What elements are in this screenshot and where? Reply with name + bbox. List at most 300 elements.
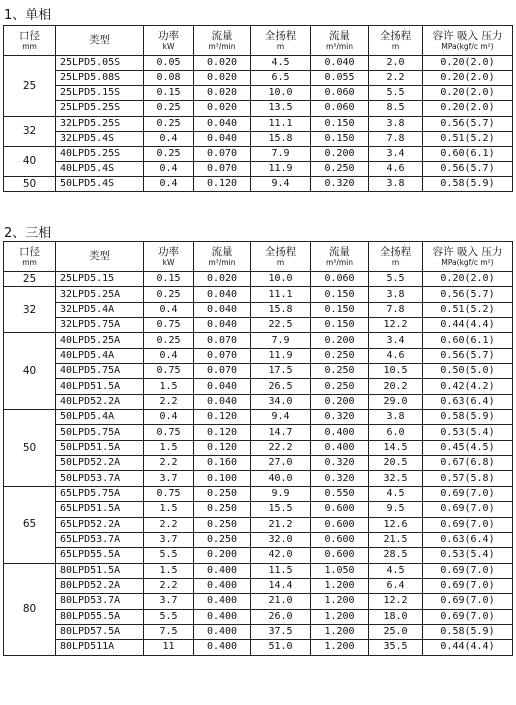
cell-model: 32LPD5.75A bbox=[56, 318, 144, 333]
header-unit: m bbox=[276, 42, 285, 51]
cell-flow2: 1.200 bbox=[311, 640, 369, 655]
cell-power: 5.5 bbox=[144, 548, 194, 563]
cell-flow2: 0.320 bbox=[311, 410, 369, 425]
cell-head: 14.7 bbox=[251, 425, 311, 440]
cell-flow: 0.070 bbox=[194, 364, 251, 379]
cell-head2: 3.8 bbox=[369, 177, 423, 192]
cell-suction-pressure: 0.20(2.0) bbox=[423, 101, 513, 116]
table-row bbox=[4, 532, 513, 547]
cell-flow2: 0.040 bbox=[311, 56, 369, 71]
cell-model: 40LPD51.5A bbox=[56, 379, 144, 394]
cell-head: 6.5 bbox=[251, 71, 311, 86]
header-row bbox=[4, 242, 513, 272]
cell-head: 22.5 bbox=[251, 318, 311, 333]
cell-flow2: 0.200 bbox=[311, 394, 369, 409]
cell-flow: 0.400 bbox=[194, 640, 251, 655]
table-row bbox=[4, 302, 513, 317]
cell-head: 9.4 bbox=[251, 177, 311, 192]
cell-model: 65LPD52.2A bbox=[56, 517, 144, 532]
cell-model: 25LPD5.05S bbox=[56, 56, 144, 71]
cell-power: 0.05 bbox=[144, 56, 194, 71]
cell-flow2: 0.320 bbox=[311, 471, 369, 486]
header-label: 功率 bbox=[158, 29, 179, 42]
header-flow bbox=[194, 242, 251, 272]
cell-power: 0.4 bbox=[144, 348, 194, 363]
table-row bbox=[4, 272, 513, 287]
cell-model: 32LPD5.25S bbox=[56, 116, 144, 131]
cell-head2: 2.0 bbox=[369, 56, 423, 71]
table-row bbox=[4, 379, 513, 394]
cell-head2: 3.4 bbox=[369, 146, 423, 161]
cell-diameter: 80 bbox=[4, 563, 56, 655]
table-row bbox=[4, 146, 513, 161]
cell-head: 7.9 bbox=[251, 333, 311, 348]
header-unit: m bbox=[391, 42, 400, 51]
header-label: 全扬程 bbox=[264, 245, 297, 258]
cell-model: 50LPD5.4S bbox=[56, 177, 144, 192]
cell-flow: 0.020 bbox=[194, 56, 251, 71]
cell-flow: 0.400 bbox=[194, 594, 251, 609]
cell-head2: 32.5 bbox=[369, 471, 423, 486]
cell-flow: 0.250 bbox=[194, 486, 251, 501]
cell-flow2: 0.150 bbox=[311, 116, 369, 131]
cell-head: 21.2 bbox=[251, 517, 311, 532]
cell-head: 11.1 bbox=[251, 287, 311, 302]
cell-head2: 4.6 bbox=[369, 348, 423, 363]
cell-power: 0.25 bbox=[144, 146, 194, 161]
cell-flow: 0.200 bbox=[194, 548, 251, 563]
cell-head2: 3.8 bbox=[369, 410, 423, 425]
cell-flow: 0.020 bbox=[194, 272, 251, 287]
cell-head2: 18.0 bbox=[369, 609, 423, 624]
cell-suction-pressure: 0.69(7.0) bbox=[423, 594, 513, 609]
cell-diameter: 40 bbox=[4, 333, 56, 410]
cell-suction-pressure: 0.44(4.4) bbox=[423, 640, 513, 655]
cell-head2: 8.5 bbox=[369, 101, 423, 116]
cell-power: 0.4 bbox=[144, 131, 194, 146]
cell-power: 0.25 bbox=[144, 287, 194, 302]
cell-head: 9.4 bbox=[251, 410, 311, 425]
table-row bbox=[4, 101, 513, 116]
cell-diameter: 40 bbox=[4, 146, 56, 176]
cell-head2: 6.0 bbox=[369, 425, 423, 440]
table-row bbox=[4, 548, 513, 563]
header-flow bbox=[194, 26, 251, 56]
table-row bbox=[4, 364, 513, 379]
cell-power: 11 bbox=[144, 640, 194, 655]
cell-power: 3.7 bbox=[144, 532, 194, 547]
cell-suction-pressure: 0.63(6.4) bbox=[423, 532, 513, 547]
cell-head2: 12.2 bbox=[369, 594, 423, 609]
table-row bbox=[4, 161, 513, 176]
cell-head2: 28.5 bbox=[369, 548, 423, 563]
cell-head: 14.4 bbox=[251, 578, 311, 593]
cell-flow2: 0.200 bbox=[311, 333, 369, 348]
table-row bbox=[4, 56, 513, 71]
cell-head: 9.9 bbox=[251, 486, 311, 501]
header-unit: m³/min bbox=[208, 42, 236, 51]
cell-head2: 5.5 bbox=[369, 86, 423, 101]
cell-head2: 4.5 bbox=[369, 486, 423, 501]
cell-head2: 29.0 bbox=[369, 394, 423, 409]
table-row bbox=[4, 86, 513, 101]
header-power bbox=[144, 242, 194, 272]
header-head2 bbox=[369, 242, 423, 272]
cell-model: 32LPD5.25A bbox=[56, 287, 144, 302]
header-power bbox=[144, 26, 194, 56]
cell-suction-pressure: 0.56(5.7) bbox=[423, 287, 513, 302]
cell-flow: 0.040 bbox=[194, 394, 251, 409]
cell-head: 4.5 bbox=[251, 56, 311, 71]
cell-model: 65LPD55.5A bbox=[56, 548, 144, 563]
cell-head: 11.1 bbox=[251, 116, 311, 131]
cell-suction-pressure: 0.20(2.0) bbox=[423, 56, 513, 71]
cell-head2: 9.5 bbox=[369, 502, 423, 517]
cell-head2: 21.5 bbox=[369, 532, 423, 547]
cell-flow2: 0.150 bbox=[311, 287, 369, 302]
cell-flow: 0.040 bbox=[194, 116, 251, 131]
table-row bbox=[4, 333, 513, 348]
cell-power: 0.25 bbox=[144, 101, 194, 116]
cell-diameter: 65 bbox=[4, 486, 56, 563]
cell-flow2: 1.200 bbox=[311, 609, 369, 624]
cell-suction-pressure: 0.45(4.5) bbox=[423, 440, 513, 455]
cell-suction-pressure: 0.51(5.2) bbox=[423, 302, 513, 317]
header-label: 类型 bbox=[89, 250, 110, 263]
cell-model: 25LPD5.15 bbox=[56, 272, 144, 287]
cell-model: 32LPD5.4S bbox=[56, 131, 144, 146]
cell-power: 0.4 bbox=[144, 410, 194, 425]
cell-model: 40LPD52.2A bbox=[56, 394, 144, 409]
cell-suction-pressure: 0.58(5.9) bbox=[423, 177, 513, 192]
cell-suction-pressure: 0.58(5.9) bbox=[423, 624, 513, 639]
cell-head2: 7.8 bbox=[369, 302, 423, 317]
header-label: 流量 bbox=[211, 245, 233, 258]
cell-flow2: 1.200 bbox=[311, 594, 369, 609]
cell-head: 32.0 bbox=[251, 532, 311, 547]
header-diameter bbox=[4, 242, 56, 272]
cell-power: 1.5 bbox=[144, 502, 194, 517]
cell-flow2: 1.200 bbox=[311, 578, 369, 593]
cell-power: 1.5 bbox=[144, 440, 194, 455]
cell-flow: 0.250 bbox=[194, 502, 251, 517]
table-row bbox=[4, 71, 513, 86]
three-phase-table bbox=[3, 241, 513, 656]
cell-flow: 0.020 bbox=[194, 71, 251, 86]
header-unit: m bbox=[391, 258, 400, 267]
cell-flow: 0.020 bbox=[194, 86, 251, 101]
cell-suction-pressure: 0.44(4.4) bbox=[423, 318, 513, 333]
table-row bbox=[4, 177, 513, 192]
header-diameter bbox=[4, 26, 56, 56]
cell-suction-pressure: 0.56(5.7) bbox=[423, 161, 513, 176]
cell-head2: 3.8 bbox=[369, 116, 423, 131]
cell-head: 21.0 bbox=[251, 594, 311, 609]
cell-flow: 0.100 bbox=[194, 471, 251, 486]
cell-head2: 7.8 bbox=[369, 131, 423, 146]
cell-model: 80LPD53.7A bbox=[56, 594, 144, 609]
table-row bbox=[4, 425, 513, 440]
cell-suction-pressure: 0.69(7.0) bbox=[423, 563, 513, 578]
cell-suction-pressure: 0.69(7.0) bbox=[423, 609, 513, 624]
header-label: 容许 吸入 压力 bbox=[432, 29, 503, 42]
cell-diameter: 32 bbox=[4, 287, 56, 333]
cell-diameter: 50 bbox=[4, 410, 56, 487]
cell-flow: 0.120 bbox=[194, 425, 251, 440]
cell-head: 27.0 bbox=[251, 456, 311, 471]
header-head bbox=[251, 26, 311, 56]
cell-power: 7.5 bbox=[144, 624, 194, 639]
cell-power: 2.2 bbox=[144, 517, 194, 532]
cell-head2: 35.5 bbox=[369, 640, 423, 655]
cell-flow2: 1.200 bbox=[311, 624, 369, 639]
cell-head2: 12.6 bbox=[369, 517, 423, 532]
cell-model: 65LPD53.7A bbox=[56, 532, 144, 547]
cell-diameter: 50 bbox=[4, 177, 56, 192]
cell-head: 26.0 bbox=[251, 609, 311, 624]
cell-head2: 2.2 bbox=[369, 71, 423, 86]
header-label: 全扬程 bbox=[264, 29, 297, 42]
cell-power: 0.25 bbox=[144, 116, 194, 131]
cell-suction-pressure: 0.63(6.4) bbox=[423, 394, 513, 409]
cell-head: 37.5 bbox=[251, 624, 311, 639]
cell-model: 65LPD5.75A bbox=[56, 486, 144, 501]
table-row bbox=[4, 348, 513, 363]
cell-flow: 0.400 bbox=[194, 578, 251, 593]
cell-power: 3.7 bbox=[144, 471, 194, 486]
table-row bbox=[4, 502, 513, 517]
cell-suction-pressure: 0.69(7.0) bbox=[423, 502, 513, 517]
cell-head: 22.2 bbox=[251, 440, 311, 455]
table-row bbox=[4, 640, 513, 655]
cell-head2: 20.5 bbox=[369, 456, 423, 471]
cell-power: 0.15 bbox=[144, 86, 194, 101]
cell-model: 25LPD5.08S bbox=[56, 71, 144, 86]
table-row bbox=[4, 578, 513, 593]
cell-flow2: 0.055 bbox=[311, 71, 369, 86]
cell-flow: 0.040 bbox=[194, 131, 251, 146]
cell-flow: 0.120 bbox=[194, 440, 251, 455]
cell-model: 25LPD5.25S bbox=[56, 101, 144, 116]
cell-power: 0.75 bbox=[144, 425, 194, 440]
cell-model: 50LPD53.7A bbox=[56, 471, 144, 486]
cell-suction-pressure: 0.20(2.0) bbox=[423, 272, 513, 287]
header-unit: mm bbox=[22, 42, 37, 51]
header-flow2 bbox=[311, 26, 369, 56]
cell-suction-pressure: 0.53(5.4) bbox=[423, 425, 513, 440]
cell-suction-pressure: 0.67(6.8) bbox=[423, 456, 513, 471]
cell-head: 42.0 bbox=[251, 548, 311, 563]
cell-model: 80LPD55.5A bbox=[56, 609, 144, 624]
table-row bbox=[4, 440, 513, 455]
header-label: 口径 bbox=[19, 245, 40, 258]
cell-suction-pressure: 0.69(7.0) bbox=[423, 486, 513, 501]
cell-flow2: 0.400 bbox=[311, 440, 369, 455]
cell-diameter: 25 bbox=[4, 56, 56, 117]
cell-model: 50LPD5.4A bbox=[56, 410, 144, 425]
cell-flow2: 0.250 bbox=[311, 379, 369, 394]
cell-head2: 3.8 bbox=[369, 287, 423, 302]
cell-suction-pressure: 0.50(5.0) bbox=[423, 364, 513, 379]
cell-suction-pressure: 0.53(5.4) bbox=[423, 548, 513, 563]
cell-suction-pressure: 0.51(5.2) bbox=[423, 131, 513, 146]
cell-suction-pressure: 0.60(6.1) bbox=[423, 146, 513, 161]
cell-head: 10.0 bbox=[251, 272, 311, 287]
cell-flow2: 0.250 bbox=[311, 364, 369, 379]
cell-model: 80LPD52.2A bbox=[56, 578, 144, 593]
cell-power: 0.75 bbox=[144, 318, 194, 333]
cell-power: 1.5 bbox=[144, 379, 194, 394]
header-flow2 bbox=[311, 242, 369, 272]
cell-model: 50LPD51.5A bbox=[56, 440, 144, 455]
cell-flow: 0.160 bbox=[194, 456, 251, 471]
header-unit: kW bbox=[162, 258, 175, 267]
cell-power: 0.15 bbox=[144, 272, 194, 287]
cell-head2: 5.5 bbox=[369, 272, 423, 287]
header-model bbox=[56, 26, 144, 56]
table-row bbox=[4, 486, 513, 501]
table-row bbox=[4, 563, 513, 578]
header-label: 类型 bbox=[89, 34, 110, 47]
cell-flow: 0.400 bbox=[194, 563, 251, 578]
header-label: 流量 bbox=[329, 245, 350, 258]
header-unit: MPa(kgf/c m²) bbox=[441, 258, 494, 267]
header-label: 口径 bbox=[19, 29, 40, 42]
cell-suction-pressure: 0.56(5.7) bbox=[423, 116, 513, 131]
cell-model: 32LPD5.4A bbox=[56, 302, 144, 317]
cell-flow: 0.400 bbox=[194, 609, 251, 624]
header-label: 流量 bbox=[211, 29, 233, 42]
cell-flow2: 0.550 bbox=[311, 486, 369, 501]
table-row bbox=[4, 624, 513, 639]
cell-head: 13.5 bbox=[251, 101, 311, 116]
cell-model: 80LPD57.5A bbox=[56, 624, 144, 639]
cell-power: 3.7 bbox=[144, 594, 194, 609]
cell-power: 2.2 bbox=[144, 578, 194, 593]
cell-flow2: 0.150 bbox=[311, 131, 369, 146]
header-head2 bbox=[369, 26, 423, 56]
table-row bbox=[4, 609, 513, 624]
single-phase-table bbox=[3, 25, 513, 192]
cell-model: 25LPD5.15S bbox=[56, 86, 144, 101]
cell-flow: 0.040 bbox=[194, 379, 251, 394]
cell-head: 15.8 bbox=[251, 302, 311, 317]
cell-power: 0.08 bbox=[144, 71, 194, 86]
cell-model: 40LPD5.4S bbox=[56, 161, 144, 176]
cell-power: 5.5 bbox=[144, 609, 194, 624]
cell-model: 50LPD52.2A bbox=[56, 456, 144, 471]
cell-flow: 0.250 bbox=[194, 532, 251, 547]
cell-power: 2.2 bbox=[144, 456, 194, 471]
cell-flow: 0.040 bbox=[194, 302, 251, 317]
cell-suction-pressure: 0.42(4.2) bbox=[423, 379, 513, 394]
cell-head2: 4.5 bbox=[369, 563, 423, 578]
cell-suction-pressure: 0.58(5.9) bbox=[423, 410, 513, 425]
cell-suction-pressure: 0.20(2.0) bbox=[423, 71, 513, 86]
cell-flow: 0.040 bbox=[194, 318, 251, 333]
cell-flow2: 0.060 bbox=[311, 101, 369, 116]
cell-model: 80LPD511A bbox=[56, 640, 144, 655]
table-row bbox=[4, 594, 513, 609]
header-unit: MPa(kgf/c m²) bbox=[441, 42, 494, 51]
table-row bbox=[4, 410, 513, 425]
header-label: 流量 bbox=[329, 29, 350, 42]
cell-model: 50LPD5.75A bbox=[56, 425, 144, 440]
cell-power: 0.4 bbox=[144, 177, 194, 192]
table-row bbox=[4, 116, 513, 131]
header-suction-pressure bbox=[423, 26, 513, 56]
cell-head2: 6.4 bbox=[369, 578, 423, 593]
cell-head: 15.8 bbox=[251, 131, 311, 146]
cell-flow: 0.070 bbox=[194, 348, 251, 363]
header-label: 全扬程 bbox=[379, 29, 412, 42]
table-row bbox=[4, 287, 513, 302]
header-unit: m³/min bbox=[326, 42, 353, 51]
header-row bbox=[4, 26, 513, 56]
cell-diameter: 25 bbox=[4, 272, 56, 287]
cell-flow2: 0.250 bbox=[311, 161, 369, 176]
cell-head: 7.9 bbox=[251, 146, 311, 161]
header-label: 全扬程 bbox=[379, 245, 412, 258]
cell-flow: 0.250 bbox=[194, 517, 251, 532]
section-title-three-phase: 2、三相 bbox=[4, 226, 52, 241]
cell-suction-pressure: 0.56(5.7) bbox=[423, 348, 513, 363]
header-head bbox=[251, 242, 311, 272]
cell-model: 80LPD51.5A bbox=[56, 563, 144, 578]
cell-head: 11.5 bbox=[251, 563, 311, 578]
section-title-single-phase: 1、单相 bbox=[4, 8, 52, 23]
cell-suction-pressure: 0.20(2.0) bbox=[423, 86, 513, 101]
cell-head2: 4.6 bbox=[369, 161, 423, 176]
cell-flow2: 0.200 bbox=[311, 146, 369, 161]
header-suction-pressure bbox=[423, 242, 513, 272]
cell-head2: 3.4 bbox=[369, 333, 423, 348]
cell-flow2: 1.050 bbox=[311, 563, 369, 578]
table-row bbox=[4, 471, 513, 486]
cell-flow2: 0.250 bbox=[311, 348, 369, 363]
cell-flow2: 0.320 bbox=[311, 456, 369, 471]
cell-head: 11.9 bbox=[251, 161, 311, 176]
table-row bbox=[4, 517, 513, 532]
table-row bbox=[4, 131, 513, 146]
cell-suction-pressure: 0.57(5.8) bbox=[423, 471, 513, 486]
cell-flow2: 0.400 bbox=[311, 425, 369, 440]
cell-power: 1.5 bbox=[144, 563, 194, 578]
cell-head: 51.0 bbox=[251, 640, 311, 655]
cell-flow2: 0.320 bbox=[311, 177, 369, 192]
cell-head: 15.5 bbox=[251, 502, 311, 517]
cell-flow: 0.040 bbox=[194, 287, 251, 302]
cell-head: 10.0 bbox=[251, 86, 311, 101]
cell-head: 34.0 bbox=[251, 394, 311, 409]
header-unit: m³/min bbox=[208, 258, 236, 267]
cell-power: 2.2 bbox=[144, 394, 194, 409]
cell-flow: 0.070 bbox=[194, 333, 251, 348]
table-row bbox=[4, 456, 513, 471]
cell-flow: 0.120 bbox=[194, 177, 251, 192]
cell-flow2: 0.600 bbox=[311, 517, 369, 532]
header-model bbox=[56, 242, 144, 272]
cell-head: 17.5 bbox=[251, 364, 311, 379]
cell-flow2: 0.600 bbox=[311, 502, 369, 517]
cell-flow2: 0.060 bbox=[311, 86, 369, 101]
cell-flow: 0.070 bbox=[194, 161, 251, 176]
cell-head2: 25.0 bbox=[369, 624, 423, 639]
cell-flow: 0.070 bbox=[194, 146, 251, 161]
cell-head: 40.0 bbox=[251, 471, 311, 486]
cell-flow2: 0.150 bbox=[311, 302, 369, 317]
cell-model: 40LPD5.4A bbox=[56, 348, 144, 363]
